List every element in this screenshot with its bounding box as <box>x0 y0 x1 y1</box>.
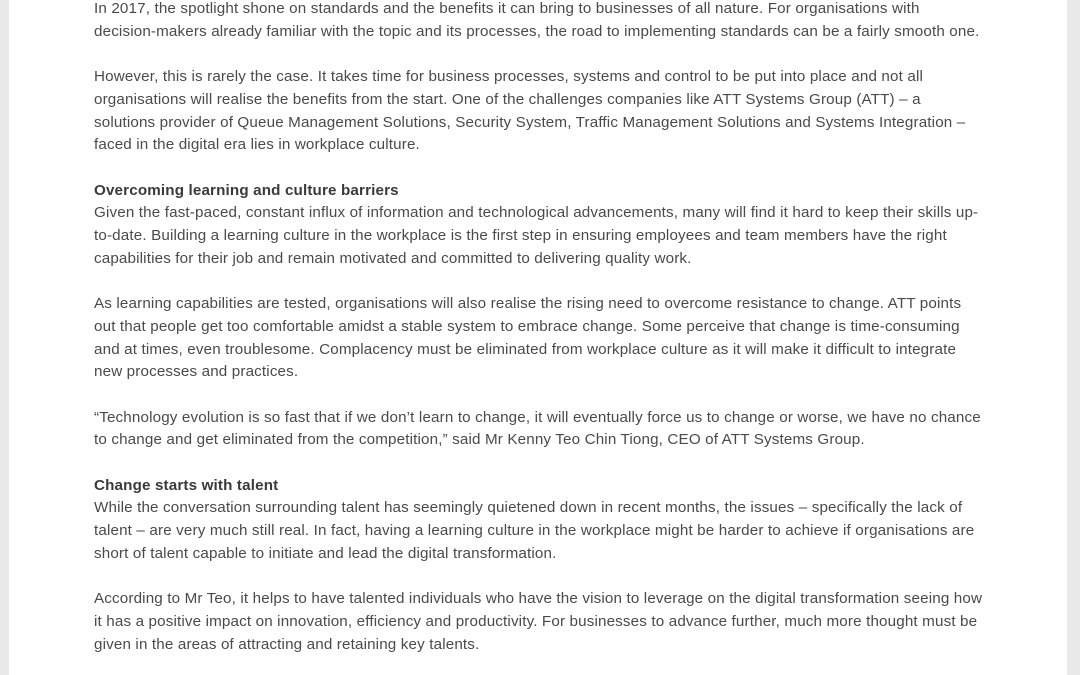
paragraph-resistance-to-change: As learning capabilities are tested, organisations will also realise the rising need to overcome resistance to change. ATT points out that people get too comfortable amidst a stable system to embrace change. Some perceive that change is time-consuming and at times, even troublesome. Complacency must be eliminated from workplace culture as it will make it difficult to integrate new processes and practices. <box>94 295 962 381</box>
paragraph-talent-shortage: While the conversation surrounding talent has seemingly quietened down in recent months, the issues – specifically the lack of talent – are very much still real. In fact, having a learning culture in the workplace might be harder to achieve if organisations are short of talent capable to initiate and lead the digital transformation. <box>94 499 975 562</box>
article-body <box>94 0 984 675</box>
paragraph-standards-intro: In 2017, the spotlight shone on standards and the benefits it can bring to businesses of all nature. For organisations with decision-makers already familiar with the topic and its processes, the road to implementing standards can be a fairly smooth one. <box>94 0 980 40</box>
section-talent <box>94 475 984 566</box>
section-heading-learning-barriers: Overcoming learning and culture barriers <box>94 181 399 199</box>
article-page <box>9 0 1067 675</box>
paragraph-ceo-quote: “Technology evolution is so fast that if we don’t learn to change, it will eventually force us to change or worse, we have no chance to change and get eliminated from the competition,” said Mr Kenny Teo Chin Tiong, CEO of ATT Systems Group. <box>94 408 981 449</box>
paragraph-learning-culture: Given the fast-paced, constant influx of information and technological advancements, many will find it hard to keep their skills up-to-date. Building a learning culture in the workplace is the first step in ensuring employees and team members have the right capabilities for their job and remain motivated and committed to delivering quality work. <box>94 204 979 267</box>
paragraph-workplace-culture: However, this is rarely the case. It takes time for business processes, systems and control to be put into place and not all organisations will realise the benefits from the start. One of the challenges companies like ATT Systems Group (ATT) – a solutions provider of Queue Management Solutions, Security System, Traffic Management Solutions and Systems Integration – faced in the digital era lies in workplace culture. <box>94 68 966 154</box>
section-learning-culture <box>94 180 984 271</box>
paragraph-talent-vision: According to Mr Teo, it helps to have talented individuals who have the vision to leverage on the digital transformation seeing how it has a positive impact on innovation, efficiency and productivity. For businesses to advance further, much more thought must be given in the areas of attracting and retaining key talents. <box>94 590 983 653</box>
section-heading-talent: Change starts with talent <box>94 476 279 494</box>
